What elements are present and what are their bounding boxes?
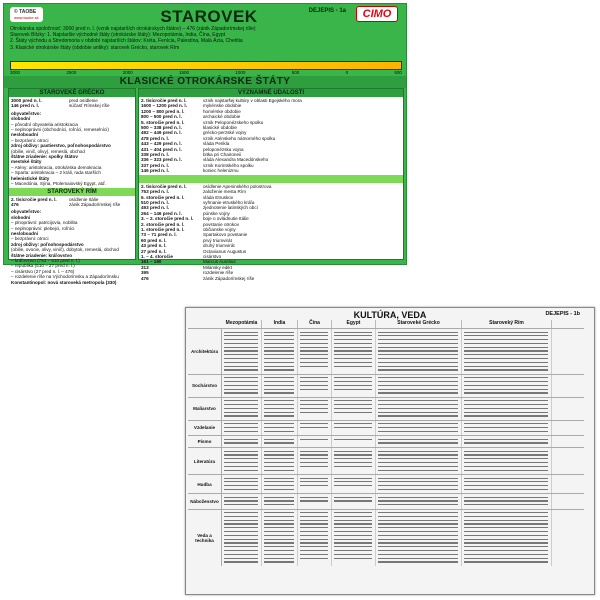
event-date: 337 pred n. l. xyxy=(141,162,170,168)
table-cell xyxy=(332,375,376,397)
table-cell xyxy=(376,329,462,374)
text-line xyxy=(223,503,260,507)
table-cell xyxy=(298,375,332,397)
text-line xyxy=(333,387,374,391)
text-line xyxy=(263,414,296,418)
event-text: zánik Západorímskej ríše xyxy=(203,275,255,281)
text-line xyxy=(463,560,550,564)
event-date: 43 pred n. l. xyxy=(141,243,167,249)
table-cell xyxy=(298,436,332,447)
event-text: vláda Perikla xyxy=(203,141,230,147)
event-text: homérske obdobie xyxy=(203,108,241,114)
table-cell xyxy=(376,398,462,420)
table-cell xyxy=(376,475,462,493)
text-line xyxy=(377,414,460,418)
row-label: Veda a technika xyxy=(188,510,222,566)
table-cell xyxy=(462,421,552,435)
text-line xyxy=(463,414,550,418)
left-column xyxy=(8,88,136,285)
chart-card-culture-science xyxy=(185,307,595,595)
text-line xyxy=(463,429,550,433)
table-row xyxy=(188,420,584,435)
table-cell xyxy=(332,475,376,493)
text-line xyxy=(333,364,374,368)
text-line xyxy=(333,484,374,488)
text-line xyxy=(223,468,260,472)
col-header: Staroveký Rím xyxy=(462,320,552,328)
table-cell xyxy=(462,375,552,397)
event-text: archaické obdobie xyxy=(203,114,241,120)
table-cell xyxy=(222,329,262,374)
text-line xyxy=(463,441,550,445)
text-line xyxy=(263,429,296,433)
event-text: občianske vojny xyxy=(203,226,236,232)
text-line xyxy=(263,503,296,507)
table-cell xyxy=(332,510,376,566)
text-line xyxy=(223,414,260,418)
table-cell xyxy=(222,398,262,420)
event-date: 27 pred n. l. xyxy=(141,248,167,254)
table-cell xyxy=(376,448,462,474)
event-date: 1. – 4. storočie xyxy=(141,253,173,259)
table-row xyxy=(188,328,584,374)
event-date: 73 – 71 pred n. l. xyxy=(141,232,177,238)
event-text: vznik Aténskeho námorného spolku xyxy=(203,135,276,141)
brand-logo: CIMO xyxy=(356,6,398,22)
text-line xyxy=(463,391,550,395)
card2-subject: DEJEPIS - 1b xyxy=(545,311,580,317)
text-line xyxy=(299,364,330,368)
event-date: 753 pred n. l. xyxy=(141,189,170,195)
event-text: Octavianus Augustus xyxy=(203,248,247,254)
event-text: vyhnanie etruského kráľa xyxy=(203,199,255,205)
table-cell xyxy=(376,510,462,566)
event-text: Milánsky edikt xyxy=(203,264,232,270)
event-date: 1200 – 800 pred n. l. xyxy=(141,108,185,114)
text-line xyxy=(377,468,460,472)
table-row xyxy=(188,493,584,508)
text-line xyxy=(223,391,260,395)
table-row xyxy=(188,509,584,566)
table-cell xyxy=(262,329,298,374)
text-line xyxy=(463,503,550,507)
table-row xyxy=(188,435,584,447)
text-line xyxy=(333,426,374,430)
table-cell xyxy=(262,510,298,566)
text-line xyxy=(299,437,330,441)
event-text: boje o ovládnutie Itálie xyxy=(203,216,249,222)
table-cell xyxy=(332,398,376,420)
table-cell xyxy=(222,436,262,447)
event-text: mykénske obdobie xyxy=(203,103,242,109)
row-label: Literatúra xyxy=(188,448,222,474)
event-date: 492 – 449 pred n. l. xyxy=(141,130,182,136)
table-cell xyxy=(222,494,262,508)
table-cell xyxy=(376,436,462,447)
event-date: 476 xyxy=(141,275,149,281)
text-line xyxy=(299,410,330,414)
text-line xyxy=(223,441,260,445)
event-text: koniec helenizmu xyxy=(203,168,239,174)
row-label: Hudba xyxy=(188,475,222,493)
right-column xyxy=(138,88,404,281)
table-row xyxy=(188,374,584,397)
rome-terms: obyvateľstvo: slobodní – plnoprávni: patricijovia, nobilita – neplnoprávni: plebejci, roľníci nesloboadní – bezprávni: otroci zdroj obživy: poľnohospodárstvo (obilie, ovocie, olivy, vinič), dobytok, remeslá, obchod štátne zriadenie: kráľovstvo – kráľovstvo (753 – 510 pred n. l.) – republika (510 – 27 pred n. l.) – cisárstvo (27 pred n. l. – 476) – rozdelenie ríše na Východorímsku a Západorímsku Konstantinopol: nová staroveká metropola (330) xyxy=(11,209,119,285)
timeline-bar xyxy=(10,61,402,70)
table-cell xyxy=(298,329,332,374)
table-row xyxy=(188,447,584,474)
event-text: povstanie otrokov xyxy=(203,221,240,227)
text-line xyxy=(223,487,260,491)
rome-events xyxy=(139,183,403,282)
table-cell xyxy=(376,421,462,435)
text-line xyxy=(223,368,260,372)
event-text: rozdelenie ríše xyxy=(203,270,234,276)
table-cell xyxy=(332,436,376,447)
event-date: 1. storočie pred n. l. xyxy=(141,226,185,232)
text-line xyxy=(223,429,260,433)
row-label: Písmo xyxy=(188,436,222,447)
event-date: 60 pred n. l. xyxy=(141,237,167,243)
event-text: cisárstvo xyxy=(203,253,222,259)
table-cell xyxy=(332,448,376,474)
event-text: bitka pri Chaironeii xyxy=(203,152,242,158)
subject-label: DEJEPIS - 1a xyxy=(308,8,346,14)
text-line xyxy=(333,410,374,414)
event-date: 443 – 429 pred n. l. xyxy=(141,141,182,147)
event-date: 431 – 404 pred n. l. xyxy=(141,146,182,152)
event-text: osídlenie Apeninského polostrova xyxy=(203,183,272,189)
event-text: Spartakovo povstanie xyxy=(203,232,248,238)
event-text: založenie mesta Rím xyxy=(203,189,246,195)
table-cell xyxy=(222,475,262,493)
text-line xyxy=(377,560,460,564)
event-date: 5. storočie pred n. l. xyxy=(141,119,185,125)
text-line xyxy=(299,556,330,560)
table-cell xyxy=(332,421,376,435)
col-header: Čína xyxy=(298,320,332,328)
col-header: Egypt xyxy=(332,320,376,328)
event-date: 161 – 180 xyxy=(141,259,162,265)
table-cell xyxy=(262,448,298,474)
card-title: STAROVEK xyxy=(160,7,258,26)
text-line xyxy=(263,441,296,445)
text-line xyxy=(263,391,296,395)
greece-terms: obyvateľstvo: slobodní – pôvodní obyvatelia aristokracia – neplnoprávni (obchodníci, roľníci, remeselníci) nesloboadní – bezprávni: otroci zdroj obživy: pastierstvo, poľnohospodárstvo (obilie, vinič, olivy), remeslá, obchod štátne zriadenie: spolky štátov mestské štáty – Atény: aristokracia, otrokárska demokracia – Sparta: aristokracia – 2 králi, rada starších helenistické štáty – Macedónia, Sýria, Ptolemaiovský Egypt, atď. xyxy=(11,110,111,187)
table-cell xyxy=(462,329,552,374)
text-line xyxy=(299,387,330,391)
event-date: 395 xyxy=(141,270,149,276)
event-date: 2. tisícročie pred n. l. xyxy=(141,98,187,103)
event-date: 510 pred n. l. xyxy=(141,199,170,205)
event-date: 1600 – 1200 pred n. l. xyxy=(141,103,187,109)
row-label: Maliarstvo xyxy=(188,398,222,420)
table-cell xyxy=(298,421,332,435)
event-text: klasické obdobie xyxy=(203,125,237,131)
text-line xyxy=(333,437,374,441)
event-date: 800 – 500 pred n. l. xyxy=(141,114,182,120)
text-line xyxy=(299,499,330,503)
event-date: 2. tisícročie pred n. l. xyxy=(141,183,187,189)
event-date: 6. storočie pred n. l. xyxy=(141,194,185,200)
table-cell xyxy=(262,421,298,435)
text-line xyxy=(299,484,330,488)
table-row xyxy=(188,474,584,493)
publisher-logo: © TAOBE www.taobe.sk xyxy=(10,7,43,22)
text-line xyxy=(263,560,296,564)
col-header: Staroveké Grécko xyxy=(376,320,462,328)
table-cell xyxy=(332,494,376,508)
text-line xyxy=(377,503,460,507)
table-cell xyxy=(462,510,552,566)
table-cell xyxy=(462,448,552,474)
table-cell xyxy=(376,375,462,397)
text-line xyxy=(333,464,374,468)
table-cell xyxy=(376,494,462,508)
event-text: púnske vojny xyxy=(203,210,230,216)
text-line xyxy=(463,368,550,372)
event-text: vznik najstaršej kultúry v oblasti Egejského mora xyxy=(203,98,302,103)
table-cell xyxy=(298,494,332,508)
table-cell xyxy=(298,510,332,566)
event-text: vláda Alexandra Macedónskeho xyxy=(203,157,269,163)
col-header: Mezopotámia xyxy=(222,320,262,328)
event-date: 313 xyxy=(141,264,149,270)
event-row xyxy=(141,168,401,173)
greece-dates: 3000 pred n. l. pred osídlenie 146 pred n. l. súčasť Rímskej ríše xyxy=(11,98,110,109)
table-cell xyxy=(222,421,262,435)
table-cell xyxy=(462,398,552,420)
text-line xyxy=(223,560,260,564)
text-line xyxy=(299,426,330,430)
text-line xyxy=(263,368,296,372)
table-cell xyxy=(298,475,332,493)
text-line xyxy=(263,468,296,472)
event-date: 500 – 338 pred n. l. xyxy=(141,125,182,131)
row-label: Náboženstvo xyxy=(188,494,222,508)
col-header: India xyxy=(262,320,298,328)
table-cell xyxy=(222,510,262,566)
text-line xyxy=(377,368,460,372)
card2-title: KULTÚRA, VEDA xyxy=(353,310,427,320)
table-cell xyxy=(262,436,298,447)
event-text: druhý triumvirát xyxy=(203,243,235,249)
chart-card-ancient-history xyxy=(3,3,407,285)
section-banner: KLASICKÉ OTROKÁRSKE ŠTÁTY xyxy=(4,76,406,88)
text-line xyxy=(299,464,330,468)
event-date: 338 pred n. l. xyxy=(141,152,170,158)
rome-dates: 2. tisícročie pred n. l. osídlenie Itálie 476 zánik Západorímskej ríše xyxy=(11,196,121,207)
event-date: 146 pred n. l. xyxy=(141,168,170,174)
table-cell xyxy=(332,329,376,374)
text-line xyxy=(463,487,550,491)
event-date: 3. – 2. storočie pred n. l. xyxy=(141,216,194,222)
table-cell xyxy=(262,475,298,493)
text-line xyxy=(463,468,550,472)
text-line xyxy=(377,391,460,395)
event-row xyxy=(141,276,401,281)
event-text: peloponézska vojna xyxy=(203,146,244,152)
events-heading: VÝZNAMNÉ UDALOSTI xyxy=(139,89,403,97)
table-row xyxy=(188,397,584,420)
text-line xyxy=(377,487,460,491)
table-cell xyxy=(462,436,552,447)
text-line xyxy=(377,429,460,433)
event-date: 493 pred n. l. xyxy=(141,205,170,211)
event-date: 336 – 323 pred n. l. xyxy=(141,157,182,163)
table-cell xyxy=(462,494,552,508)
event-text: vznik Peloponézskeho spolku xyxy=(203,119,264,125)
culture-table xyxy=(188,328,584,594)
event-text: vznik Korintského spolku xyxy=(203,162,254,168)
table-cell xyxy=(298,448,332,474)
text-line xyxy=(377,441,460,445)
event-date: 2. storočie pred n. l. xyxy=(141,221,185,227)
text-line xyxy=(333,556,374,560)
row-label: Vzdelanie xyxy=(188,421,222,435)
table-cell xyxy=(262,398,298,420)
table-cell xyxy=(222,375,262,397)
event-text: grécko-perzské vojny xyxy=(203,130,247,136)
event-text: Marcus Aurelius xyxy=(203,259,236,265)
text-line xyxy=(333,499,374,503)
greece-heading: STAROVEKÉ GRÉCKO xyxy=(9,89,135,97)
table-cell xyxy=(462,475,552,493)
table-cell xyxy=(222,448,262,474)
row-label: Architektúra xyxy=(188,329,222,374)
table-cell xyxy=(262,375,298,397)
column-headers xyxy=(222,320,584,328)
event-text: prvý triumvirát xyxy=(203,237,232,243)
rome-heading: STAROVEKÝ RÍM xyxy=(9,188,135,196)
event-date: 264 – 146 pred n. l. xyxy=(141,210,182,216)
table-cell xyxy=(298,398,332,420)
rome-events-heading xyxy=(139,175,403,183)
event-text: zjednotenie latinských obcí xyxy=(203,205,258,211)
table-cell xyxy=(262,494,298,508)
event-date: 478 pred n. l. xyxy=(141,135,170,141)
row-label: Sochárstvo xyxy=(188,375,222,397)
text-line xyxy=(263,487,296,491)
event-text: vláda Etruskov xyxy=(203,194,234,200)
greece-events xyxy=(139,97,403,175)
timeline-labels: 3000 2500 2000 1500 1000 500 0 500 xyxy=(10,70,402,75)
intro-text: Otrokárska spoločnosť: 3000 pred n. l. (vznik najstarších otrokárskych štátov) – 476 (zánik Západorímskej ríše) Starovek Blízky: 1. Najstaršie východné štáty (otrokárske štáty): Mezopotámia, India, Čína, Egypt 2. Štáty východu a Stredomoria v období najstarších štátov: Kréta, Fenícia, Palestína, Malá Ázia, Chetitia 3. Klasické otrokárske štáty (obdobie antiky): starovek Grécko, starovek Rím xyxy=(10,26,256,51)
